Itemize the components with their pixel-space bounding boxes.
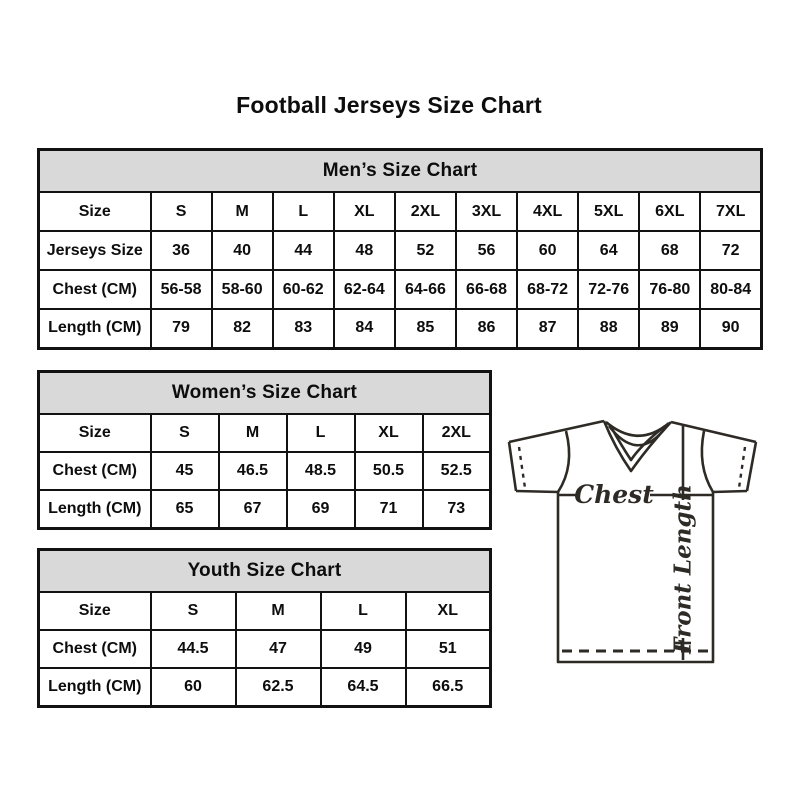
value-cell: S	[151, 414, 219, 452]
mens-size-table	[37, 148, 763, 350]
row-header-cell: Size	[39, 192, 151, 231]
jersey-right-armhole	[702, 431, 713, 492]
value-cell: 45	[151, 452, 219, 490]
value-cell: 64.5	[321, 668, 406, 706]
value-cell: 5XL	[578, 192, 639, 231]
row-header-cell: Length (CM)	[39, 668, 151, 706]
value-cell: 60-62	[273, 270, 334, 309]
value-cell: XL	[406, 592, 491, 630]
value-cell: 7XL	[700, 192, 761, 231]
value-cell: L	[273, 192, 334, 231]
womens-size-table	[37, 370, 492, 530]
value-cell: 60	[151, 668, 236, 706]
row-header-cell: Jerseys Size	[39, 231, 151, 270]
table-title-row	[39, 550, 491, 593]
value-cell: 56	[456, 231, 517, 270]
value-cell: 44.5	[151, 630, 236, 668]
value-cell: 80-84	[700, 270, 761, 309]
value-cell: 71	[355, 490, 423, 528]
front-length-measure-label: Front Length	[669, 484, 697, 654]
value-cell: 6XL	[639, 192, 700, 231]
table-row	[39, 270, 762, 309]
value-cell: 79	[151, 309, 212, 348]
table-title-row	[39, 150, 762, 193]
row-header-cell: Chest (CM)	[39, 452, 151, 490]
value-cell: 60	[517, 231, 578, 270]
table-row	[39, 490, 491, 528]
value-cell: 48	[334, 231, 395, 270]
row-header-cell: Length (CM)	[39, 490, 151, 528]
value-cell: 88	[578, 309, 639, 348]
value-cell: 85	[395, 309, 456, 348]
value-cell: 2XL	[395, 192, 456, 231]
jersey-left-armhole	[558, 431, 569, 492]
jersey-right-underarm	[713, 491, 747, 492]
value-cell: 62.5	[236, 668, 321, 706]
table-row	[39, 452, 491, 490]
chest-measure-label: Chest	[574, 480, 654, 509]
jersey-right-cuff-stitch	[739, 447, 745, 488]
value-cell: 52	[395, 231, 456, 270]
value-cell: M	[236, 592, 321, 630]
value-cell: S	[151, 192, 212, 231]
row-header-cell: Chest (CM)	[39, 270, 151, 309]
value-cell: 56-58	[151, 270, 212, 309]
value-cell: 66-68	[456, 270, 517, 309]
value-cell: L	[287, 414, 355, 452]
table-row	[39, 668, 491, 706]
table-row	[39, 309, 762, 348]
value-cell: 4XL	[517, 192, 578, 231]
value-cell: S	[151, 592, 236, 630]
mens-table-title: Men’s Size Chart	[39, 150, 762, 193]
jersey-left-underarm	[516, 491, 558, 492]
page-title: Football Jerseys Size Chart	[236, 92, 542, 118]
value-cell: 89	[639, 309, 700, 348]
youth-size-table	[37, 548, 492, 708]
value-cell: 52.5	[423, 452, 491, 490]
value-cell: 46.5	[219, 452, 287, 490]
table-row	[39, 192, 762, 231]
value-cell: 84	[334, 309, 395, 348]
table-row	[39, 630, 491, 668]
value-cell: 40	[212, 231, 273, 270]
row-header-cell: Length (CM)	[39, 309, 151, 348]
value-cell: 2XL	[423, 414, 491, 452]
value-cell: 62-64	[334, 270, 395, 309]
value-cell: 50.5	[355, 452, 423, 490]
value-cell: 44	[273, 231, 334, 270]
value-cell: 66.5	[406, 668, 491, 706]
table-row	[39, 414, 491, 452]
value-cell: 83	[273, 309, 334, 348]
value-cell: L	[321, 592, 406, 630]
jersey-left-cuff	[509, 442, 516, 491]
value-cell: 58-60	[212, 270, 273, 309]
value-cell: 69	[287, 490, 355, 528]
jersey-left-cuff-stitch	[519, 447, 525, 488]
womens-table-title: Women’s Size Chart	[39, 372, 491, 415]
value-cell: 73	[423, 490, 491, 528]
value-cell: 65	[151, 490, 219, 528]
row-header-cell: Chest (CM)	[39, 630, 151, 668]
value-cell: 90	[700, 309, 761, 348]
jersey-measurement-diagram	[498, 402, 778, 674]
value-cell: 36	[151, 231, 212, 270]
value-cell: M	[212, 192, 273, 231]
value-cell: 51	[406, 630, 491, 668]
value-cell: 72	[700, 231, 761, 270]
value-cell: 47	[236, 630, 321, 668]
value-cell: XL	[334, 192, 395, 231]
table-title-row	[39, 372, 491, 415]
value-cell: 64-66	[395, 270, 456, 309]
jersey-left-shoulder	[509, 421, 604, 442]
value-cell: 64	[578, 231, 639, 270]
value-cell: 48.5	[287, 452, 355, 490]
value-cell: 3XL	[456, 192, 517, 231]
value-cell: 82	[212, 309, 273, 348]
value-cell: 68	[639, 231, 700, 270]
value-cell: 67	[219, 490, 287, 528]
value-cell: XL	[355, 414, 423, 452]
youth-table-title: Youth Size Chart	[39, 550, 491, 593]
table-row	[39, 231, 762, 270]
value-cell: 72-76	[578, 270, 639, 309]
table-row	[39, 592, 491, 630]
value-cell: 76-80	[639, 270, 700, 309]
value-cell: 68-72	[517, 270, 578, 309]
value-cell: M	[219, 414, 287, 452]
jersey-right-cuff	[747, 442, 756, 491]
row-header-cell: Size	[39, 592, 151, 630]
value-cell: 86	[456, 309, 517, 348]
value-cell: 49	[321, 630, 406, 668]
row-header-cell: Size	[39, 414, 151, 452]
value-cell: 87	[517, 309, 578, 348]
